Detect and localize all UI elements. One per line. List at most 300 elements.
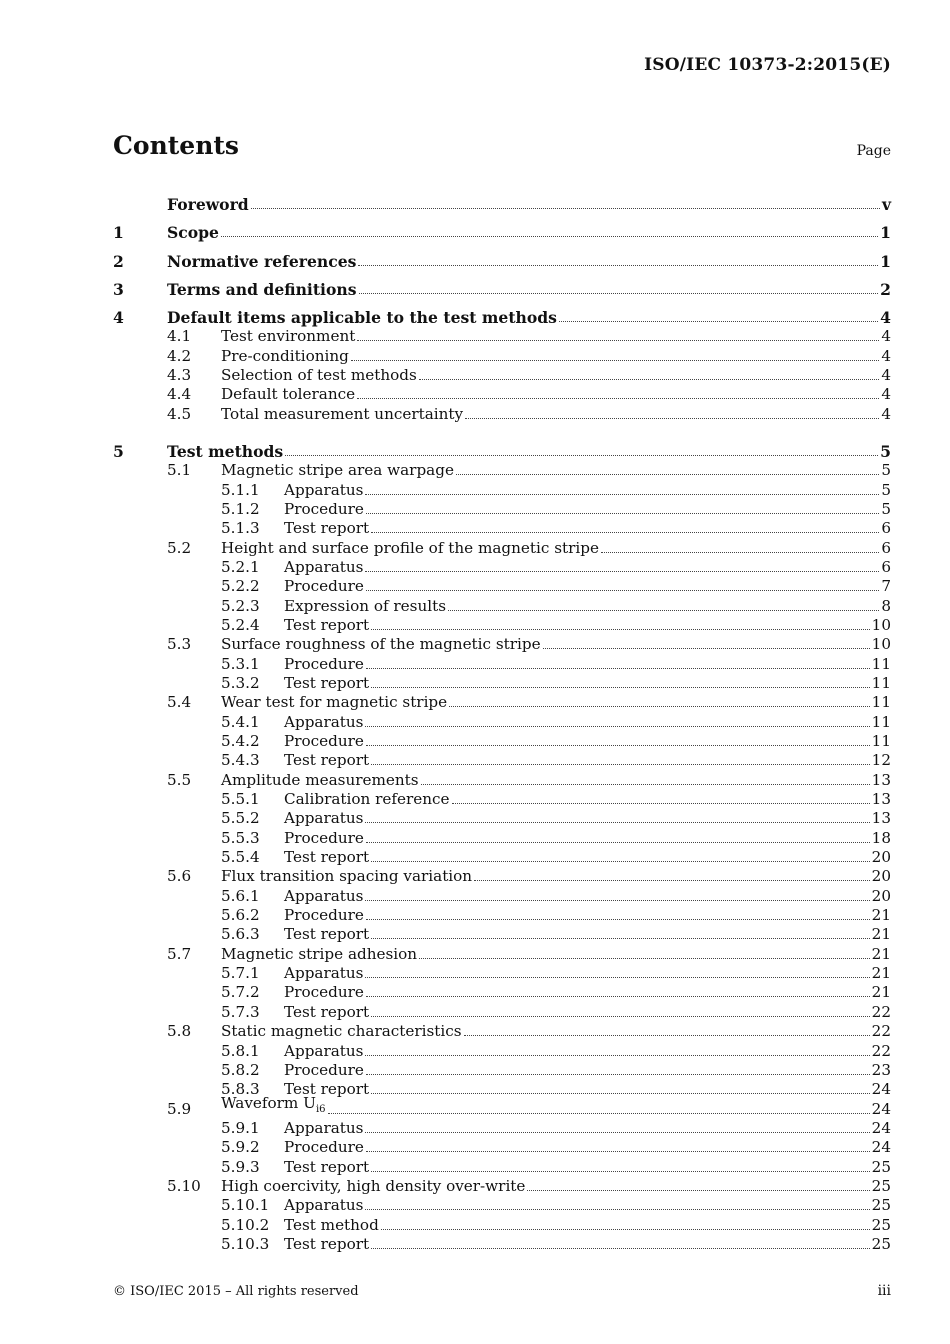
toc-entry-title-text: Test report bbox=[284, 1157, 370, 1176]
toc-entry-title bbox=[284, 616, 369, 635]
table-of-contents bbox=[113, 186, 891, 1254]
toc-entry-subscript: i6 bbox=[315, 1103, 326, 1115]
toc-entry[interactable] bbox=[113, 480, 891, 499]
toc-entry-number: 4.5 bbox=[167, 404, 192, 423]
toc-entry-number: 5.5.2 bbox=[221, 809, 260, 828]
toc-entry-title bbox=[284, 848, 369, 867]
toc-entry[interactable] bbox=[113, 596, 891, 615]
dot-leader bbox=[366, 513, 879, 514]
toc-entry-page: 6 bbox=[881, 538, 891, 557]
toc-entry-page: 18 bbox=[871, 828, 891, 847]
dot-leader bbox=[285, 455, 878, 456]
toc-entry-title bbox=[284, 519, 369, 538]
toc-entry-page: 25 bbox=[871, 1176, 891, 1195]
dot-leader bbox=[448, 610, 879, 611]
toc-entry-title-text: Test report bbox=[284, 848, 370, 867]
toc-entry[interactable] bbox=[113, 790, 891, 809]
toc-entry-title bbox=[284, 790, 450, 809]
toc-entry-title bbox=[167, 442, 283, 461]
toc-entry-page: 24 bbox=[871, 1099, 891, 1118]
toc-entry-number: 5 bbox=[113, 441, 124, 461]
toc-entry-page: 4 bbox=[881, 385, 891, 404]
dot-leader bbox=[366, 996, 870, 997]
toc-entry-number: 4.2 bbox=[167, 346, 192, 365]
toc-entry-title bbox=[284, 809, 363, 828]
toc-entry-page: 25 bbox=[871, 1234, 891, 1253]
toc-entry-title-text: Apparatus bbox=[284, 480, 364, 499]
toc-entry-title-text: Procedure bbox=[284, 1060, 364, 1079]
toc-entry-title-text: Test report bbox=[284, 1002, 370, 1021]
toc-entry-number: 5.6 bbox=[167, 867, 192, 886]
dot-leader bbox=[365, 1055, 869, 1056]
dot-leader bbox=[366, 745, 870, 746]
toc-entry-title bbox=[221, 1094, 326, 1119]
dot-leader bbox=[543, 648, 870, 649]
dot-leader bbox=[366, 590, 879, 591]
dot-leader bbox=[419, 958, 870, 959]
toc-entry-title bbox=[221, 347, 349, 366]
dot-leader bbox=[371, 938, 870, 939]
toc-entry[interactable] bbox=[113, 1002, 891, 1021]
dot-leader bbox=[452, 803, 870, 804]
toc-entry-number: 5.9 bbox=[167, 1099, 192, 1118]
toc-entry-number: 5.9.2 bbox=[221, 1138, 260, 1157]
toc-entry-title bbox=[284, 1003, 369, 1022]
toc-entry[interactable] bbox=[113, 461, 891, 480]
toc-entry-number: 5.10 bbox=[167, 1176, 201, 1195]
toc-entry-title bbox=[221, 385, 355, 404]
toc-entry-title-text: Test report bbox=[284, 1080, 370, 1099]
toc-entry-number: 5.10.1 bbox=[221, 1196, 270, 1215]
toc-entry-page: 4 bbox=[881, 365, 891, 384]
toc-entry-page: 23 bbox=[871, 1060, 891, 1079]
toc-entry-page: 13 bbox=[871, 770, 891, 789]
toc-entry-title-text: Test report bbox=[284, 751, 370, 770]
toc-entry[interactable] bbox=[113, 327, 891, 346]
toc-entry-number: 2 bbox=[113, 251, 124, 271]
dot-leader bbox=[366, 842, 870, 843]
toc-entry-title-text: Height and surface profile of the magnetic stripe bbox=[221, 538, 599, 557]
toc-entry-title bbox=[284, 983, 364, 1002]
dot-leader bbox=[371, 1248, 870, 1249]
toc-entry-title-text: Procedure bbox=[284, 732, 364, 750]
toc-entry-title-text: Expression of results bbox=[284, 596, 446, 615]
toc-entry-title bbox=[221, 635, 541, 654]
toc-entry-title-text: Procedure bbox=[284, 499, 364, 518]
toc-entry-page: 25 bbox=[871, 1215, 891, 1234]
toc-entry-page: 7 bbox=[881, 577, 891, 596]
toc-entry-title-text: Selection of test methods bbox=[221, 365, 417, 384]
toc-entry-page: 24 bbox=[871, 1118, 891, 1137]
toc-entry-title-text: Apparatus bbox=[284, 1196, 364, 1215]
toc-entry[interactable] bbox=[113, 944, 891, 963]
toc-entry-number: 5.1 bbox=[167, 461, 192, 480]
toc-entry[interactable] bbox=[113, 751, 891, 770]
toc-entry-title-text: Foreword bbox=[167, 195, 249, 215]
toc-entry[interactable] bbox=[113, 1177, 891, 1196]
toc-entry-number: 5.4.2 bbox=[221, 732, 260, 750]
toc-entry-title bbox=[221, 461, 454, 480]
toc-entry-page: v bbox=[881, 195, 891, 215]
toc-entry-page: 1 bbox=[880, 223, 891, 243]
toc-entry-number: 4.1 bbox=[167, 327, 192, 346]
dot-leader bbox=[464, 1035, 870, 1036]
dot-leader bbox=[365, 900, 869, 901]
dot-leader bbox=[371, 532, 879, 533]
dot-leader bbox=[365, 571, 879, 572]
toc-entry-number: 3 bbox=[113, 279, 124, 299]
toc-entry-title bbox=[284, 674, 369, 693]
toc-entry-page: 6 bbox=[881, 557, 891, 576]
toc-entry-page: 11 bbox=[871, 732, 891, 750]
toc-entry-page: 13 bbox=[871, 790, 891, 809]
toc-entry[interactable] bbox=[113, 500, 891, 519]
dot-leader bbox=[527, 1190, 869, 1191]
dot-leader bbox=[419, 379, 880, 380]
toc-entry-title-text: Test environment bbox=[221, 327, 356, 346]
toc-entry-page: 6 bbox=[881, 519, 891, 538]
toc-entry[interactable] bbox=[113, 242, 891, 270]
toc-entry-title-text: Test method bbox=[284, 1215, 379, 1234]
toc-entry[interactable] bbox=[113, 558, 891, 577]
toc-entry-page: 21 bbox=[871, 964, 891, 983]
toc-entry-number: 5.5.3 bbox=[221, 828, 260, 847]
dot-leader bbox=[365, 494, 879, 495]
toc-entry-title-text: Surface roughness of the magnetic stripe bbox=[221, 635, 541, 654]
toc-entry-title-text: Waveform U bbox=[221, 1093, 316, 1112]
toc-entry-title bbox=[284, 577, 364, 596]
toc-entry[interactable] bbox=[113, 964, 891, 983]
toc-entry[interactable] bbox=[113, 674, 891, 693]
toc-entry[interactable] bbox=[113, 299, 891, 327]
toc-entry[interactable] bbox=[113, 654, 891, 673]
toc-entry-title bbox=[167, 280, 357, 299]
toc-entry-page: 24 bbox=[871, 1138, 891, 1157]
toc-entry-number: 5.5.1 bbox=[221, 790, 260, 809]
toc-entry[interactable] bbox=[113, 1041, 891, 1060]
toc-entry-number: 5.4.1 bbox=[221, 712, 260, 731]
toc-entry[interactable] bbox=[113, 1138, 891, 1157]
toc-entry-title bbox=[284, 597, 446, 616]
toc-entry-title-text: Procedure bbox=[284, 654, 364, 673]
toc-entry-page: 20 bbox=[871, 848, 891, 867]
toc-entry-title bbox=[167, 308, 557, 327]
toc-entry[interactable] bbox=[113, 346, 891, 365]
toc-entry-title bbox=[167, 195, 249, 214]
toc-entry-number: 5.6.2 bbox=[221, 906, 260, 925]
toc-entry-number: 5.6.1 bbox=[221, 886, 260, 905]
toc-entry-page: 5 bbox=[881, 499, 891, 518]
toc-entry-title bbox=[284, 1138, 364, 1157]
toc-entry-number: 5.10.3 bbox=[221, 1234, 270, 1253]
toc-entry-title bbox=[284, 1042, 363, 1061]
toc-entry[interactable] bbox=[113, 538, 891, 557]
toc-entry-number: 5.10.2 bbox=[221, 1215, 270, 1234]
toc-entry-title-text: Test report bbox=[284, 615, 370, 634]
dot-leader bbox=[221, 236, 878, 237]
dot-leader bbox=[371, 629, 870, 630]
toc-entry-title-text: Default items applicable to the test methods bbox=[167, 307, 557, 327]
dot-leader bbox=[251, 208, 880, 209]
toc-entry[interactable] bbox=[113, 385, 891, 404]
toc-entry-title bbox=[284, 713, 363, 732]
toc-entry-title-text: Scope bbox=[167, 223, 219, 243]
toc-entry-page: 11 bbox=[871, 654, 891, 673]
toc-entry[interactable] bbox=[113, 433, 891, 461]
toc-entry-page: 25 bbox=[871, 1157, 891, 1176]
toc-entry-title-text: Procedure bbox=[284, 828, 364, 847]
toc-entry[interactable] bbox=[113, 577, 891, 596]
toc-entry-number: 5.2.2 bbox=[221, 577, 260, 596]
toc-entry[interactable] bbox=[113, 1119, 891, 1138]
toc-entry-title-text: Magnetic stripe area warpage bbox=[221, 461, 454, 480]
toc-entry-title bbox=[221, 1177, 525, 1196]
toc-entry-page: 10 bbox=[871, 635, 891, 654]
toc-entry-title bbox=[284, 1158, 369, 1177]
page-title: Contents bbox=[113, 131, 240, 160]
toc-entry[interactable] bbox=[113, 809, 891, 828]
toc-entry-number: 5.4 bbox=[167, 693, 192, 712]
copyright-footer: © ISO/IEC 2015 – All rights reserved bbox=[113, 1284, 359, 1299]
toc-entry-number: 5.5.4 bbox=[221, 848, 260, 867]
toc-entry-number: 5.8.1 bbox=[221, 1041, 260, 1060]
toc-entry-number: 5.9.1 bbox=[221, 1118, 260, 1137]
toc-entry-title-text: Procedure bbox=[284, 906, 364, 925]
toc-entry-number: 5.8 bbox=[167, 1022, 192, 1041]
dot-leader bbox=[559, 321, 878, 322]
dot-leader bbox=[366, 1074, 870, 1075]
toc-entry-title bbox=[221, 693, 447, 712]
dot-leader bbox=[381, 1229, 870, 1230]
toc-entry-title-text: Apparatus bbox=[284, 712, 364, 731]
toc-entry[interactable] bbox=[113, 770, 891, 789]
toc-entry[interactable] bbox=[113, 1235, 891, 1254]
toc-entry-title-text: Pre-conditioning bbox=[221, 346, 349, 365]
toc-entry-title bbox=[167, 252, 356, 271]
toc-entry-title-text: Apparatus bbox=[284, 1041, 364, 1060]
toc-entry[interactable] bbox=[113, 983, 891, 1002]
toc-entry-title bbox=[284, 1119, 363, 1138]
toc-entry-number: 5.7 bbox=[167, 944, 192, 963]
dot-leader bbox=[359, 293, 879, 294]
dot-leader bbox=[371, 1016, 870, 1017]
dot-leader bbox=[365, 822, 869, 823]
toc-entry-title bbox=[284, 887, 363, 906]
toc-entry[interactable] bbox=[113, 848, 891, 867]
toc-entry-title bbox=[284, 829, 364, 848]
toc-entry-title-text: Calibration reference bbox=[284, 790, 450, 809]
toc-entry-number: 5.2.1 bbox=[221, 557, 260, 576]
toc-entry-title bbox=[284, 558, 363, 577]
toc-entry-title-text: Test report bbox=[284, 673, 370, 692]
dot-leader bbox=[366, 668, 870, 669]
toc-entry-number: 5.7.1 bbox=[221, 964, 260, 983]
toc-entry-page: 11 bbox=[871, 693, 891, 712]
toc-entry-title-text: Apparatus bbox=[284, 1118, 364, 1137]
dot-leader bbox=[365, 726, 869, 727]
toc-entry-number: 5.7.3 bbox=[221, 1002, 260, 1021]
toc-entry-title bbox=[221, 327, 355, 346]
toc-entry-title bbox=[284, 1216, 379, 1235]
toc-entry-number: 5.3.1 bbox=[221, 654, 260, 673]
toc-entry-title-text: Amplitude measurements bbox=[221, 770, 419, 789]
toc-entry-page: 11 bbox=[871, 673, 891, 692]
toc-entry-title-text: Normative references bbox=[167, 251, 357, 271]
toc-entry-title bbox=[284, 964, 363, 983]
dot-leader bbox=[351, 360, 879, 361]
toc-entry-title-text: Test report bbox=[284, 519, 370, 538]
toc-entry-title-text: Magnetic stripe adhesion bbox=[221, 944, 418, 963]
toc-entry-page: 22 bbox=[871, 1002, 891, 1021]
toc-entry-page: 21 bbox=[871, 944, 891, 963]
toc-entry-title bbox=[221, 1022, 462, 1041]
toc-entry-title bbox=[167, 223, 219, 242]
dot-leader bbox=[371, 687, 870, 688]
toc-entry[interactable] bbox=[113, 1196, 891, 1215]
toc-entry[interactable] bbox=[113, 271, 891, 299]
dot-leader bbox=[366, 1151, 870, 1152]
toc-entry-title-text: Static magnetic characteristics bbox=[221, 1022, 462, 1041]
toc-entry-title-text: Procedure bbox=[284, 1138, 364, 1157]
toc-entry-page: 21 bbox=[871, 983, 891, 1002]
toc-entry[interactable] bbox=[113, 519, 891, 538]
toc-entry-number: 5.8.2 bbox=[221, 1060, 260, 1079]
dot-leader bbox=[456, 474, 879, 475]
toc-entry[interactable] bbox=[113, 214, 891, 242]
dot-leader bbox=[371, 1171, 870, 1172]
toc-entry[interactable] bbox=[113, 1022, 891, 1041]
toc-entry-title bbox=[221, 405, 463, 424]
toc-entry[interactable] bbox=[113, 925, 891, 944]
dot-leader bbox=[474, 880, 870, 881]
toc-entry-number: 5.3 bbox=[167, 635, 192, 654]
toc-entry-page: 4 bbox=[880, 307, 891, 327]
dot-leader bbox=[358, 265, 878, 266]
toc-entry-page: 20 bbox=[871, 867, 891, 886]
toc-entry-title bbox=[221, 867, 472, 886]
toc-entry-title bbox=[284, 906, 364, 925]
toc-entry-number: 4.4 bbox=[167, 385, 192, 404]
toc-entry-title-text: Test report bbox=[284, 1234, 370, 1253]
dot-leader bbox=[366, 919, 870, 920]
page-column-label: Page bbox=[856, 143, 891, 159]
toc-entry-page: 21 bbox=[871, 906, 891, 925]
toc-entry-page: 4 bbox=[881, 327, 891, 346]
toc-entry-number: 1 bbox=[113, 223, 124, 243]
toc-entry-title-text: Apparatus bbox=[284, 809, 364, 828]
toc-entry[interactable] bbox=[113, 693, 891, 712]
toc-entry-title-text: Apparatus bbox=[284, 964, 364, 983]
document-id: ISO/IEC 10373-2:2015(E) bbox=[644, 55, 891, 75]
toc-entry-page: 22 bbox=[871, 1022, 891, 1041]
toc-entry-number: 5.1.2 bbox=[221, 499, 260, 518]
toc-entry[interactable] bbox=[113, 1093, 891, 1118]
toc-entry-title-text: Test report bbox=[284, 925, 370, 944]
toc-entry[interactable] bbox=[113, 1215, 891, 1234]
dot-leader bbox=[371, 764, 870, 765]
toc-entry-title bbox=[221, 771, 419, 790]
dot-leader bbox=[328, 1113, 870, 1114]
toc-entry-number: 5.2.4 bbox=[221, 615, 260, 634]
toc-entry[interactable] bbox=[113, 828, 891, 847]
toc-entry[interactable] bbox=[113, 867, 891, 886]
dot-leader bbox=[371, 1093, 870, 1094]
toc-entry[interactable] bbox=[113, 1157, 891, 1176]
toc-entry-page: 24 bbox=[871, 1080, 891, 1099]
toc-entry-page: 5 bbox=[880, 441, 891, 461]
toc-entry-page: 8 bbox=[881, 596, 891, 615]
toc-entry-number: 5.6.3 bbox=[221, 925, 260, 944]
toc-entry-title-text: High coercivity, high density over-write bbox=[221, 1176, 526, 1195]
toc-entry-number: 5.9.3 bbox=[221, 1157, 260, 1176]
toc-entry-title bbox=[284, 1061, 364, 1080]
toc-entry-number: 4.3 bbox=[167, 365, 192, 384]
toc-entry[interactable] bbox=[113, 616, 891, 635]
toc-entry[interactable] bbox=[113, 366, 891, 385]
toc-entry[interactable] bbox=[113, 712, 891, 731]
toc-entry-number: 5.1.1 bbox=[221, 480, 260, 499]
toc-entry-page: 10 bbox=[871, 615, 891, 634]
toc-entry-title bbox=[284, 500, 364, 519]
toc-entry-title-text: Flux transition spacing variation bbox=[221, 867, 473, 886]
toc-entry-page: 25 bbox=[871, 1196, 891, 1215]
toc-entry-page: 11 bbox=[871, 712, 891, 731]
toc-entry-title bbox=[284, 1196, 363, 1215]
toc-entry-page: 22 bbox=[871, 1041, 891, 1060]
toc-entry-page: 1 bbox=[880, 251, 891, 271]
toc-entry-title bbox=[284, 481, 363, 500]
toc-entry[interactable] bbox=[113, 404, 891, 423]
toc-entry-title-text: Apparatus bbox=[284, 886, 364, 905]
toc-entry-page: 4 bbox=[881, 346, 891, 365]
toc-entry[interactable] bbox=[113, 886, 891, 905]
dot-leader bbox=[357, 398, 879, 399]
toc-entry-title-text: Terms and definitions bbox=[167, 279, 357, 299]
toc-entry-number: 5.3.2 bbox=[221, 673, 260, 692]
toc-entry-page: 2 bbox=[880, 279, 891, 299]
toc-entry-number: 5.4.3 bbox=[221, 751, 260, 770]
toc-entry[interactable] bbox=[113, 186, 891, 214]
toc-entry-title bbox=[284, 1235, 369, 1254]
toc-entry[interactable] bbox=[113, 1061, 891, 1080]
toc-entry-title bbox=[284, 655, 364, 674]
toc-entry-page: 20 bbox=[871, 886, 891, 905]
toc-entry-title bbox=[221, 366, 417, 385]
dot-leader bbox=[421, 784, 870, 785]
toc-entry-title-text: Apparatus bbox=[284, 557, 364, 576]
toc-entry-title bbox=[221, 539, 599, 558]
dot-leader bbox=[365, 977, 869, 978]
toc-entry-title bbox=[221, 945, 417, 964]
toc-entry-title-text: Test methods bbox=[167, 441, 284, 461]
toc-entry-page: 4 bbox=[881, 404, 891, 423]
toc-entry[interactable] bbox=[113, 906, 891, 925]
page-number: iii bbox=[877, 1283, 891, 1299]
toc-entry-title-text: Wear test for magnetic stripe bbox=[221, 693, 448, 712]
toc-entry-title bbox=[284, 732, 364, 751]
toc-entry-title-text: Procedure bbox=[284, 983, 364, 1002]
dot-leader bbox=[365, 1132, 869, 1133]
toc-entry-number: 4 bbox=[113, 307, 124, 327]
toc-entry-page: 5 bbox=[881, 461, 891, 480]
dot-leader bbox=[357, 340, 879, 341]
toc-entry-title bbox=[284, 925, 369, 944]
toc-entry-page: 5 bbox=[881, 480, 891, 499]
toc-entry-number: 5.8.3 bbox=[221, 1080, 260, 1099]
toc-entry-title-text: Default tolerance bbox=[221, 385, 356, 404]
toc-entry[interactable] bbox=[113, 732, 891, 751]
toc-entry[interactable] bbox=[113, 635, 891, 654]
